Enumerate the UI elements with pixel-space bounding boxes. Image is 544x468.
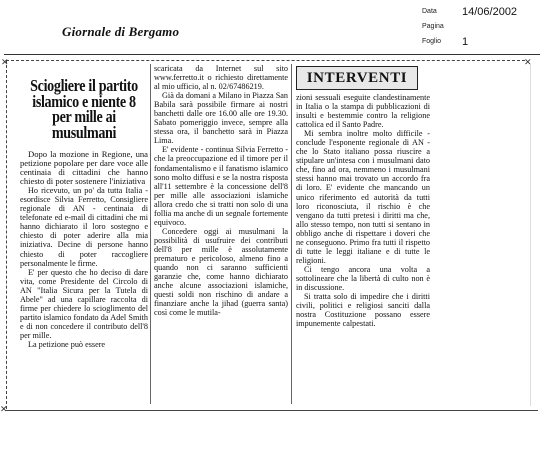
- body-paragraph: E' per questo che ho deciso di dare vita, come Presidente del Circolo di AN "Italia Sicura per la Tutela di Abele" ad una capillare raccolta di firme per chiedere lo scioglimento del partito islamico fondato da Adel Smith e di non concedere il contributo dell'8 per mille.: [20, 267, 148, 340]
- page-label: Pagina: [422, 23, 444, 30]
- date-label: Data: [422, 8, 437, 15]
- section-label: INTERVENTI: [296, 66, 418, 90]
- sheet-label: Foglio: [422, 38, 442, 45]
- body-paragraph: Ho ricevuto, un po' da tutta Italia - esordisce Silvia Ferretto, Consigliere regionale di AN - centinaia di telefonate ed e-mail di cittadini che mi hanno dichiarato il loro sostegno e chiesto di poter aderire alla mia iniziativa. Decine di persone hanno chiesto di poter raccogliere personalmente le firme.: [20, 186, 148, 268]
- newspaper-masthead: Giornale di Bergamo: [62, 24, 180, 39]
- body-paragraph: E' evidente - continua Silvia Ferretto - che la preoccupazione ed il timore per il fondamentalismo e il fanatismo islamico sono molto diffusi e se la nostra risposta all'11 settembre è la concessione dell'8 per mille alle associazioni islamiche allora credo che si tratti non solo di una follia ma anche di un segnale fortemente equivoco.: [154, 145, 288, 227]
- body-paragraph: La petizione può essere: [28, 339, 106, 349]
- article-column-3: [296, 93, 430, 328]
- body-paragraph: Ci tengo ancora una volta a sottolineare che la libertà di culto non è in discussione.: [296, 264, 430, 292]
- column-divider: [150, 64, 151, 404]
- body-paragraph: Già da domani a Milano in Piazza San Babila sarà possibile firmare ai nostri banchetti dalle ore 16.00 alle ore 19.30. Sabato pomeriggio invece, sempre alla stessa ora, il banchetto sarà in Piazza Lima.: [154, 91, 288, 146]
- body-paragraph: Mi sembra inoltre molto difficile - conclude l'esponente regionale di AN - che lo Stato italiano possa riuscire a stipulare un'intesa con i musulmani dato che, fino ad ora, nemmeno i musulmani stessi hanno mai trovato un accordo fra di loro. E' evidente che mancando un unico riferimento ed autorità da tutti loro riconosciuta, il rischio è che vengano da tutti pretesi i diritti ma che, allo stesso tempo, non tutti si sentano in obbligo anche di rispettare i doveri che ne conseguono. Primo fra tutti il rispetto di tutte le leggi italiane e di tutte le religioni.: [296, 129, 430, 265]
- body-paragraph: zioni sessuali eseguite clandestinamente in Italia o la stampa di pubblicazioni di insulti e bestemmie contro la religione cattolica ed il Santo Padre.: [296, 93, 430, 130]
- article-column-2: [154, 64, 288, 317]
- cut-corner-mark: ✕: [524, 57, 532, 67]
- article-headline: Sciogliere il partito islamico e niente 8 per mille ai musulmani: [30, 75, 138, 142]
- body-paragraph: Concedere oggi ai musulmani la possibilità di usufruire dei contributi dell'8 per mille è assolutamente prematuro e pericoloso, almeno fino a quando non ci saranno sufficienti garanzie che, come hanno dichiarato anche alcune associazioni islamiche, questi soldi non rischino di andare a finanziare anche la jihad (guerra santa) così come le mutila-: [154, 226, 288, 318]
- body-paragraph: Si tratta solo di impedire che i diritti civili, politici e religiosi sanciti dalla nostra Costituzione possano essere impunemente calpestati.: [296, 292, 430, 329]
- article-column-1: [20, 150, 148, 349]
- right-margin-line: [530, 64, 531, 406]
- column-divider: [291, 64, 292, 404]
- sheet-value: 1: [462, 36, 469, 48]
- date-value: 14/06/2002: [462, 6, 518, 18]
- body-paragraph: scaricata da Internet sul sito www.ferretto.it o richiesto direttamente al mio ufficio, al n. 02/67486219.: [154, 64, 288, 92]
- article-bottom-rule: [6, 410, 538, 411]
- lead-paragraph: Dopo la mozione in Regione, una petizione popolare per dare voce alle centinaia di cittadini che hanno chiesto di poter sostenere l'iniziativa: [20, 149, 148, 187]
- cut-corner-mark: ✕: [1, 57, 9, 67]
- cut-corner-mark: ✕: [0, 404, 8, 414]
- header-divider: [4, 54, 540, 55]
